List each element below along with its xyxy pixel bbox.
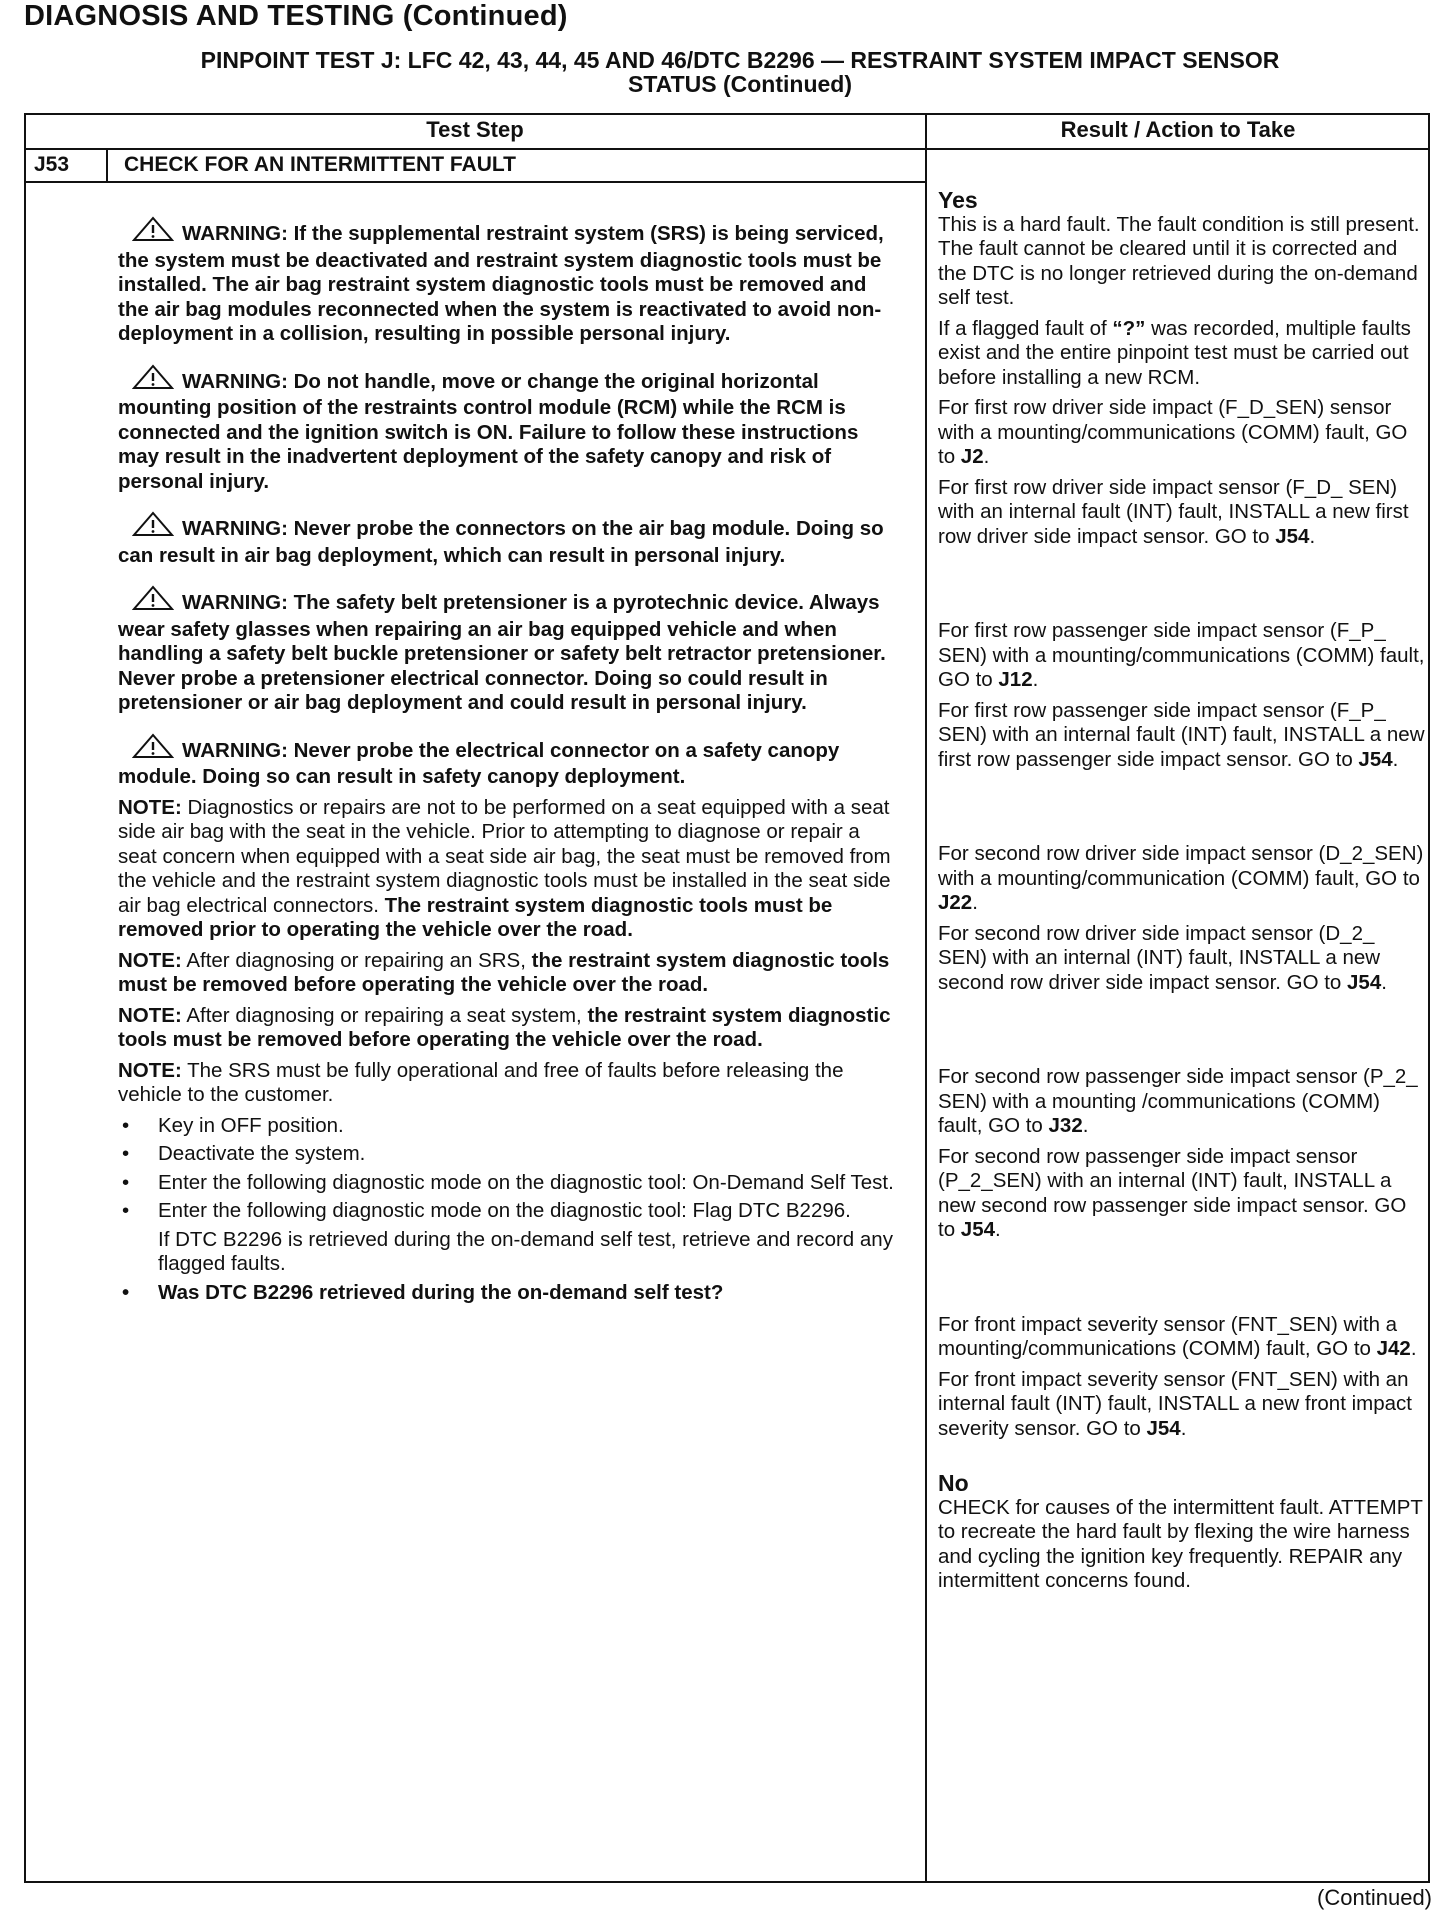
warning-text: WARNING: Never probe the connectors on the air bag module. Doing so can result in air bag deployment, which can result in personal injury. (118, 517, 884, 567)
result-period: . (1082, 1114, 1089, 1137)
result-period: . (1410, 1337, 1417, 1360)
continued-label: (Continued) (1317, 1885, 1432, 1910)
result-content (938, 188, 1428, 1600)
result-paragraph (938, 842, 1428, 916)
warning-triangle-icon (132, 364, 174, 397)
warning-block (118, 364, 898, 495)
result-period: . (1032, 668, 1039, 691)
warning-text: WARNING: Do not handle, move or change the original horizontal mounting position of the restraints control module (RCM) while the RCM is connected and the ignition switch is ON. Failure to follow these instructions may result in the inadvertent deployment of the safety canopy and risk of personal injury. (118, 369, 859, 493)
result-paragraph: This is a hard fault. The fault condition is still present. The fault cannot be cleared until it is corrected and the DTC is no longer retrieved during the on-demand self test. (938, 212, 1420, 309)
result-paragraph (938, 922, 1428, 996)
goto-step: J22 (938, 891, 973, 914)
result-text: If a flagged fault of (938, 316, 1113, 340)
goto-step: J32 (1048, 1114, 1083, 1137)
result-text: For first row passenger side impact sensor (F_P_ SEN) with an internal fault (INT) fault, INSTALL a new first row passenger side impact sensor. GO to (938, 698, 1425, 771)
result-text: For first row passenger side impact sensor (F_P_ SEN) with a mounting/communications (COMM) fault, GO to (938, 619, 1425, 691)
result-text: For second row driver side impact sensor (D_2_SEN) with a mounting/communication (COMM) fault, GO to (938, 842, 1424, 890)
step-text: Enter the following diagnostic mode on the diagnostic tool: Flag DTC B2296. (158, 1199, 851, 1222)
result-text: For second row passenger side impact sensor (P_2_ SEN) with a mounting /communications (COMM) fault, GO to (938, 1065, 1418, 1137)
question-text: Was DTC B2296 retrieved during the on-demand self test? (158, 1280, 724, 1304)
column-divider (106, 148, 108, 183)
step-title: CHECK FOR AN INTERMITTENT FAULT (124, 153, 516, 176)
goto-step: J54 (1146, 1416, 1181, 1440)
yes-label: Yes (938, 187, 978, 213)
bullet: • (122, 1113, 130, 1137)
goto-step: J54 (960, 1218, 996, 1241)
bullet: • (122, 1199, 130, 1222)
note-emphasis: the restraint system diagnostic tools must be removed before operating the vehicle over the road. (118, 1003, 891, 1051)
list-item (118, 1171, 898, 1196)
note (118, 1004, 898, 1053)
subtitle-line-1: PINPOINT TEST J: LFC 42, 43, 44, 45 AND 46/DTC B2296 — RESTRAINT SYSTEM IMPACT SENSOR (200, 47, 1280, 73)
note-label: NOTE: (118, 1058, 182, 1082)
step-text: Enter the following diagnostic mode on the diagnostic tool: On-Demand Self Test. (158, 1170, 894, 1194)
table-divider (24, 181, 926, 183)
result-paragraph (938, 396, 1428, 470)
result-text: For first row driver side impact sensor (F_D_ SEN) with an internal fault (INT) fault, INSTALL a new first row driver side impact sensor. GO to (938, 475, 1409, 548)
table-divider (24, 148, 1430, 150)
result-text: For second row driver side impact sensor (D_2_ SEN) with an internal (INT) fault, INSTALL a new second row driver side impact sensor. GO to (938, 921, 1381, 994)
result-paragraph (938, 317, 1428, 391)
no-label: No (938, 1470, 969, 1496)
result-period: . (972, 891, 978, 914)
note-label: NOTE: (118, 1003, 182, 1027)
subtitle-line-2: STATUS (Continued) (628, 71, 852, 97)
warning-text: WARNING: Never probe the electrical connector on a safety canopy module. Doing so can result in safety canopy deployment. (118, 738, 840, 788)
note-text: The SRS must be fully operational and free of faults before releasing the vehicle to the customer. (118, 1058, 844, 1106)
note-text: After diagnosing or repairing an SRS, (181, 948, 532, 972)
list-item (118, 1114, 898, 1139)
result-text: was recorded, multiple faults exist and the entire pinpoint test must be carried out before installing a new RCM. (938, 316, 1411, 389)
warning-triangle-icon (132, 585, 174, 618)
result-paragraph: CHECK for causes of the intermittent fault. ATTEMPT to recreate the hard fault by flexing the wire harness and cycling the ignition key frequently. REPAIR any intermittent concerns found. (938, 1495, 1423, 1592)
goto-step: J54 (1275, 524, 1310, 548)
list-item (118, 1281, 898, 1306)
result-text: For front impact severity sensor (FNT_SEN) with an internal fault (INT) fault, INSTALL a new front impact severity sensor. GO to (938, 1367, 1412, 1440)
goto-step: J54 (1358, 747, 1393, 771)
warning-block (118, 733, 898, 790)
result-period: . (983, 445, 990, 468)
note-text: Diagnostics or repairs are not to be performed on a seat equipped with a seat side air bag with the seat in the vehicle. Prior to attempting to diagnose or repair a seat concern when equipped with a seat side air bag, the seat must be removed from the vehicle and the restraint system diagnostic tools must be installed in the seat side air bag electrical connectors. (118, 795, 891, 917)
step-text: Key in OFF position. (158, 1113, 344, 1137)
goto-step: J2 (960, 445, 984, 468)
result-paragraph (938, 619, 1428, 693)
bullet: • (122, 1170, 130, 1194)
procedure-steps (118, 1114, 898, 1224)
step-subtext: If DTC B2296 is retrieved during the on-demand self test, retrieve and record any flagged faults. (158, 1227, 893, 1275)
pinpoint-test-title (40, 48, 1440, 96)
list-item (118, 1142, 898, 1167)
result-paragraph (938, 1313, 1428, 1362)
note-label: NOTE: (118, 948, 182, 972)
result-paragraph (938, 1145, 1428, 1243)
goto-step: J12 (998, 668, 1033, 691)
note-emphasis: The restraint system diagnostic tools must be removed prior to operating the vehicle over the road. (118, 893, 833, 941)
step-text: Deactivate the system. (158, 1142, 366, 1165)
result-period: . (1309, 524, 1316, 548)
column-divider (925, 113, 927, 1883)
goto-step: J42 (1376, 1337, 1411, 1360)
result-paragraph (938, 699, 1428, 773)
column-header-result: Result / Action to Take (1060, 117, 1296, 142)
note-emphasis: the restraint system diagnostic tools must be removed before operating the vehicle over the road. (118, 948, 890, 996)
result-emphasis: “?” (1112, 316, 1146, 340)
warning-text: WARNING: The safety belt pretensioner is a pyrotechnic device. Always wear safety glasses when repairing an air bag equipped vehicle and when handling a safety belt buckle pretensioner or safety belt retractor pretensioner. Never probe a pretensioner electrical connector. Doing so could result in pretensioner or air bag deployment and could result in personal injury. (118, 591, 886, 714)
result-period: . (1180, 1416, 1187, 1440)
goto-step: J54 (1347, 970, 1382, 994)
warning-block (118, 216, 898, 347)
result-period: . (1392, 747, 1399, 771)
column-header-test-step: Test Step (426, 117, 524, 142)
warning-triangle-icon (132, 511, 174, 544)
result-text: For first row driver side impact (F_D_SEN) sensor with a mounting/communications (COMM) fault, GO to (938, 396, 1408, 468)
warning-triangle-icon (132, 733, 174, 766)
step-id: J53 (34, 153, 70, 176)
result-period: . (995, 1218, 1001, 1241)
note (118, 1059, 898, 1108)
result-period: . (1381, 970, 1387, 994)
result-text: For second row passenger side impact sensor (P_2_SEN) with an internal (INT) fault, INSTALL a new second row passenger side impact sensor. GO to (938, 1144, 1407, 1241)
result-text: For front impact severity sensor (FNT_SEN) with a mounting/communications (COMM) fault, GO to (938, 1312, 1398, 1360)
note-label: NOTE: (118, 795, 182, 819)
note-text: After diagnosing or repairing a seat system, (181, 1003, 588, 1027)
warning-text: WARNING: If the supplemental restraint system (SRS) is being serviced, the system must be deactivated and restraint system diagnostic tools must be installed. The air bag restraint system diagnostic tools must be removed and the air bag modules reconnected when the system is reactivated to avoid non-deployment in a collision, resulting in possible personal injury. (118, 222, 884, 345)
procedure-question (118, 1281, 898, 1306)
warning-block (118, 585, 898, 716)
warning-block (118, 511, 898, 568)
test-step-content (118, 216, 898, 1309)
bullet: • (122, 1142, 130, 1165)
result-paragraph (938, 1065, 1428, 1139)
warning-triangle-icon (132, 216, 174, 249)
note (118, 796, 898, 943)
result-paragraph (938, 476, 1428, 550)
page-title: DIAGNOSIS AND TESTING (Continued) (24, 0, 568, 32)
note (118, 949, 898, 998)
result-paragraph (938, 1368, 1428, 1442)
list-item (118, 1199, 898, 1224)
bullet: • (122, 1280, 130, 1304)
